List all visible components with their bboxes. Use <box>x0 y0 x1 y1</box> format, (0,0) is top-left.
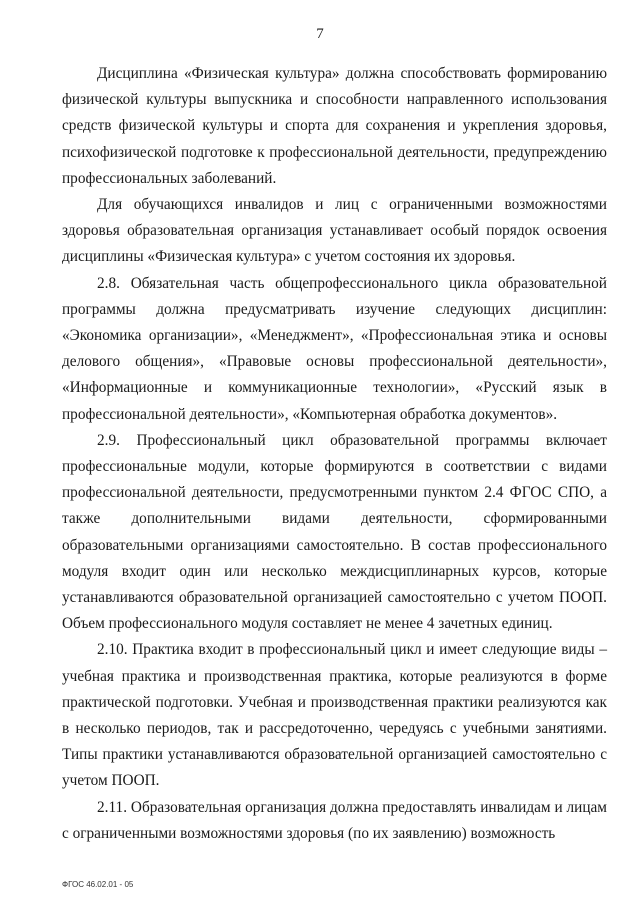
document-body <box>62 61 607 847</box>
document-footer-code: ФГОС 46.02.01 - 05 <box>62 880 134 889</box>
paragraph-2-8: 2.8. Обязательная часть общепрофессионального цикла образовательной программы должна предусматривать изучение следующих дисциплин: «Экономика организации», «Менеджмент», «Профессиональная этика и основы делового общения», «Правовые основы профессиональной деятельности», «Информационные и коммуникационные технологии», «Русский язык в профессиональной деятельности», «Компьютерная обработка документов». <box>62 274 607 423</box>
page-number: 7 <box>316 26 324 42</box>
paragraph-disabled-students: Для обучающихся инвалидов и лиц с ограниченными возможностями здоровья образовательная организация устанавливает особый порядок освоения дисциплины «Физическая культура» с учетом состояния их здоровья. <box>62 196 607 266</box>
paragraph-2-10: 2.10. Практика входит в профессиональный цикл и имеет следующие виды – учебная практика и производственная практика, которые реализуются в форме практической подготовки. Учебная и производственная практики реализуются как в несколько периодов, так и рассредоточенно, чередуясь с учебными занятиями. Типы практики устанавливаются образовательной организацией самостоятельно с учетом ПООП. <box>62 641 607 790</box>
paragraph-2-11: 2.11. Образовательная организация должна предоставлять инвалидам и лицам с ограниченными возможностями здоровья (по их заявлению) возможность <box>62 798 607 842</box>
paragraph-physical-culture: Дисциплина «Физическая культура» должна способствовать формированию физической культуры выпускника и способности направленного использования средств физической культуры и спорта для сохранения и укрепления здоровья, психофизической подготовке к профессиональной деятельности, предупреждению профессиональных заболеваний. <box>62 65 607 187</box>
paragraph-2-9: 2.9. Профессиональный цикл образовательной программы включает профессиональные модули, которые формируются в соответствии с видами профессиональной деятельности, предусмотренными пунктом 2.4 ФГОС СПО, а также дополнительными видами деятельности, сформированными образовательными организациями самостоятельно. В состав профессионального модуля входит один или несколько междисциплинарных курсов, которые устанавливаются образовательной организацией самостоятельно с учетом ПООП. Объем профессионального модуля составляет не менее 4 зачетных единиц. <box>62 431 607 633</box>
